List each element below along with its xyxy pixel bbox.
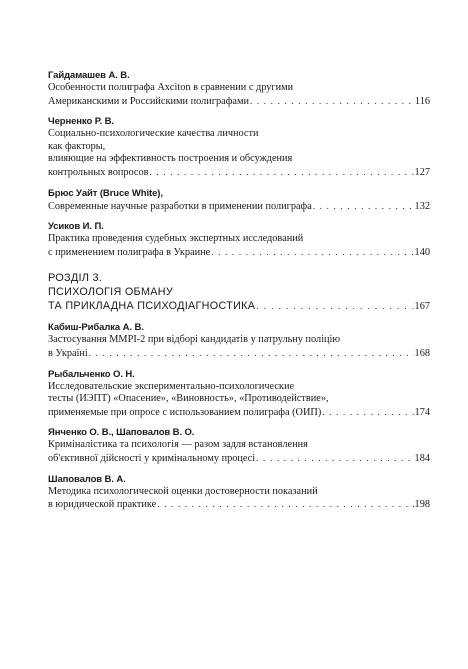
entry-author: Янченко О. В., Шаповалов В. О. — [48, 427, 195, 439]
entry-author: Усиков И. П. — [48, 221, 104, 233]
entry-title-line: тесты (ИЭПТ) «Опасение», «Виновность», «Противодействие», — [48, 393, 329, 405]
toc-entry — [48, 474, 430, 512]
entry-author: Рыбальченко О. Н. — [48, 368, 135, 380]
entry-last-line — [48, 452, 430, 466]
entry-author: Гайдамашев А. В. — [48, 70, 130, 81]
entry-title-line: Криміналістика та психологія — разом задля встановлення — [48, 439, 308, 451]
entry-page-number: 132 — [414, 200, 430, 212]
leader-dots — [322, 406, 413, 419]
entry-title-line: Методика психологической оценки достоверности показаний — [48, 485, 318, 497]
entry-last-line — [48, 95, 430, 109]
entry-title-line: как факторы, — [48, 140, 106, 152]
entry-title-last: с применением полиграфа в Украине — [48, 246, 211, 258]
toc-entry — [48, 322, 430, 360]
toc-entry — [48, 188, 430, 214]
entry-page-number: 184 — [414, 452, 430, 464]
entry-title-line: Практика проведения судебных экспертных исследований — [48, 233, 304, 245]
entry-last-line — [48, 498, 430, 512]
toc-entry — [48, 70, 430, 108]
leader-dots — [150, 166, 414, 179]
entry-title-line: Социально-психологические качества личности — [48, 128, 259, 140]
leader-dots — [256, 452, 413, 465]
toc-entry — [48, 427, 430, 465]
entry-title-last: в юридической практике — [48, 499, 157, 511]
entry-author: Черненко Р. В. — [48, 116, 114, 128]
entry-title-line: влияющие на эффективность построения и обсуждения — [48, 153, 293, 165]
entry-author: Кабиш-Рибалка А. В. — [48, 322, 144, 334]
leader-dots — [157, 498, 413, 511]
entry-page-number: 174 — [414, 406, 430, 418]
entry-title-last: об'єктивної дійсності у кримінальному процесі — [48, 452, 256, 464]
toc-entry — [48, 221, 430, 259]
entry-page-number: 116 — [414, 95, 430, 107]
entry-last-line — [48, 347, 430, 361]
leader-dots — [250, 95, 414, 108]
entry-title-last: Американскими и Российскими полиграфами — [48, 95, 249, 107]
entry-last-line — [48, 200, 430, 214]
section-label: РОЗДІЛ 3. — [48, 272, 103, 285]
entry-last-line — [48, 166, 430, 180]
toc-entry — [48, 369, 430, 420]
entry-page-number: 168 — [414, 347, 430, 359]
toc-entry — [48, 116, 430, 179]
entry-last-line — [48, 406, 430, 420]
leader-dots — [211, 246, 413, 259]
entry-title-last: контрольных вопросов — [48, 166, 149, 178]
entry-title-line: Застосування MMPI-2 при відборі кандидатів у патрульну поліцію — [48, 334, 341, 346]
entry-page-number: 198 — [414, 499, 430, 511]
entry-title-line: Особенности полиграфа Axciton в сравнении с другими — [48, 82, 294, 93]
table-of-contents — [48, 70, 430, 520]
section-title-line2 — [48, 299, 430, 314]
entry-title-last: Современные научные разработки в применении полиграфа — [48, 200, 312, 212]
toc-entries-after — [48, 322, 430, 511]
entry-page-number: 140 — [414, 246, 430, 258]
entry-title-last: применяемые при опросе с использованием полиграфа (ОИП) — [48, 406, 322, 418]
entry-last-line — [48, 246, 430, 260]
section-title-text: ТА ПРИКЛАДНА ПСИХОДІАГНОСТИКА — [48, 300, 256, 313]
leader-dots — [313, 200, 414, 213]
section-title-line1: ПСИХОЛОГІЯ ОБМАНУ — [48, 286, 173, 299]
leader-dots — [256, 299, 413, 313]
entry-author: Брюс Уайт (Bruce White), — [48, 187, 163, 199]
section-page-number: 167 — [414, 301, 430, 313]
toc-entries-before — [48, 70, 430, 259]
entry-page-number: 127 — [414, 166, 430, 178]
leader-dots — [89, 347, 414, 360]
entry-author: Шаповалов В. А. — [48, 473, 126, 485]
entry-title-last: в Україні — [48, 347, 88, 359]
section-heading — [48, 271, 430, 314]
entry-title-line: Исследовательские экспериментально-психологические — [48, 380, 295, 392]
